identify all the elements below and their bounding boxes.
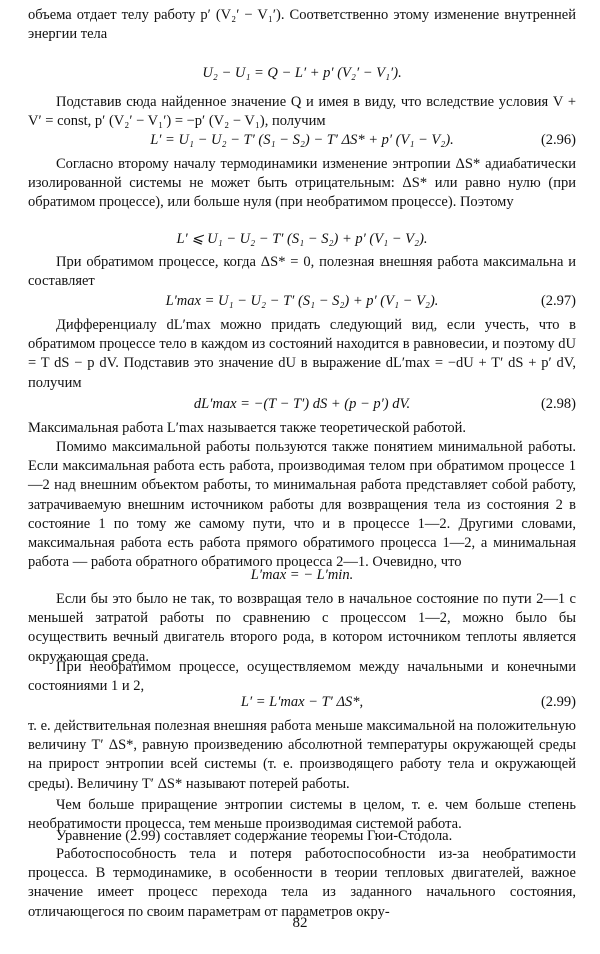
- paragraph-2: Подставив сюда найденное значение Q и имея в виду, что вследствие условия V + V′ = const, p′ (V₂′ − V₁′) = −p′ (V₂ − V₁), получим: [28, 94, 576, 130]
- equation-text: L′ = L′max − T′ ΔS*,: [240, 694, 364, 710]
- equation-text: L′ = U₁ − U₂ − T′ (S₁ − S₂) − T′ ΔS* + p′ (V₁ − V₂).: [150, 132, 454, 148]
- equation-number: (2.98): [540, 396, 576, 412]
- equation-2-99: [28, 693, 576, 712]
- paragraph-12: Уравнение (2.99) составляет содержание теоремы Гюи-Стодола.: [56, 828, 453, 844]
- equation-text: dL′max = −(T − T′) dS + (p − p′) dV.: [193, 396, 411, 412]
- paragraph-1: объема отдает телу работу p′ (V₂′ − V₁′). Соответственно этому изменение внутренней энергии тела: [28, 7, 576, 43]
- equation-inequality: [28, 230, 576, 249]
- paragraph-4: При обратимом процессе, когда ΔS* = 0, полезная внешняя работа максимальна и составляет: [28, 254, 576, 290]
- paragraph-5: Дифференциалу dL′max можно придать следующий вид, если учесть, что в обратимом процессе тело в каждом из состояний находится в равновесии, и поэтому dU = T dS − p dV. Подставив это значение dU в выражение dL′max = −dU + T′ dS + p′ dV, получим: [28, 317, 576, 391]
- equation-number: (2.99): [540, 694, 576, 710]
- equation-max-min: [28, 566, 576, 585]
- equation-number: (2.97): [540, 293, 576, 309]
- equation-2-97: [28, 292, 576, 311]
- paragraph-3: Согласно второму началу термодинамики изменение энтропии ΔS* адиабатически изолированной системы не может быть отрицательным: ΔS* или равно нулю (при обратимом процессе), или больше нуля (при необратимом процессе). Поэтому: [28, 156, 576, 211]
- equation-text: L′max = U₁ − U₂ − T′ (S₁ − S₂) + p′ (V₁ − V₂).: [165, 293, 439, 309]
- equation-2-96: [28, 131, 576, 150]
- equation-text: U₂ − U₁ = Q − L′ + p′ (V₂′ − V₁′).: [202, 65, 402, 81]
- equation-number: (2.96): [540, 132, 576, 148]
- paragraph-13: Работоспособность тела и потеря работоспособности из-за необратимости процесса. В термодинамике, в особенности в теории тепловых двигателей, важное значение имеет процесс перехода тела из заданного начального состояния, отличающегося по своим параметрам от параметров окру-: [28, 846, 576, 920]
- equation-text: L′ ⩽ U₁ − U₂ − T′ (S₁ − S₂) + p′ (V₁ − V₂).: [176, 231, 428, 247]
- paragraph-9: При необратимом процессе, осуществляемом между начальными и конечными состояниями 1 и 2,: [28, 659, 576, 695]
- paragraph-6: Максимальная работа L′max называется также теоретической работой.: [28, 420, 466, 436]
- equation-energy-change: [28, 64, 576, 83]
- page-number: 82: [292, 915, 308, 931]
- paragraph-8: Если бы это было не так, то возвращая тело в начальное состояние по пути 2—1 с меньшей затратой работы по сравнению с процессом 1—2, можно было бы осуществить вечный двигатель второго рода, в котором источником теплоты является окружающая среда.: [28, 591, 576, 665]
- paragraph-7: Помимо максимальной работы пользуются также понятием минимальной работы. Если максимальная работа есть работа, производимая телом при обратимом процессе 1—2 над внешним объектом работы, то минимальная работа представляет собой работу, затрачиваемую внешним источником работы для возвращения тела из состояния 2 в состояние 1 по тому же самому пути, что и в процессе 1—2. Другими словами, максимальная работа есть работа прямого обратимого процесса 1—2, а минимальная работа — работа обратного обратимого процесса 2—1. Очевидно, что: [28, 439, 576, 571]
- equation-text: L′max = − L′min.: [250, 567, 354, 583]
- equation-2-98: [28, 395, 576, 414]
- paragraph-11: Чем больше приращение энтропии системы в целом, т. е. чем больше степень необратимости процесса, тем меньше производимая системой работа.: [28, 797, 576, 833]
- paragraph-10: т. е. действительная полезная внешняя работа меньше максимальной на положительную величину T′ ΔS*, равную произведению абсолютной температуры окружающей среды на прирост энтропии всей системы (т. е. производящего работу тела и окружающей среды). Величину T′ ΔS* называют потерей работы.: [28, 718, 576, 792]
